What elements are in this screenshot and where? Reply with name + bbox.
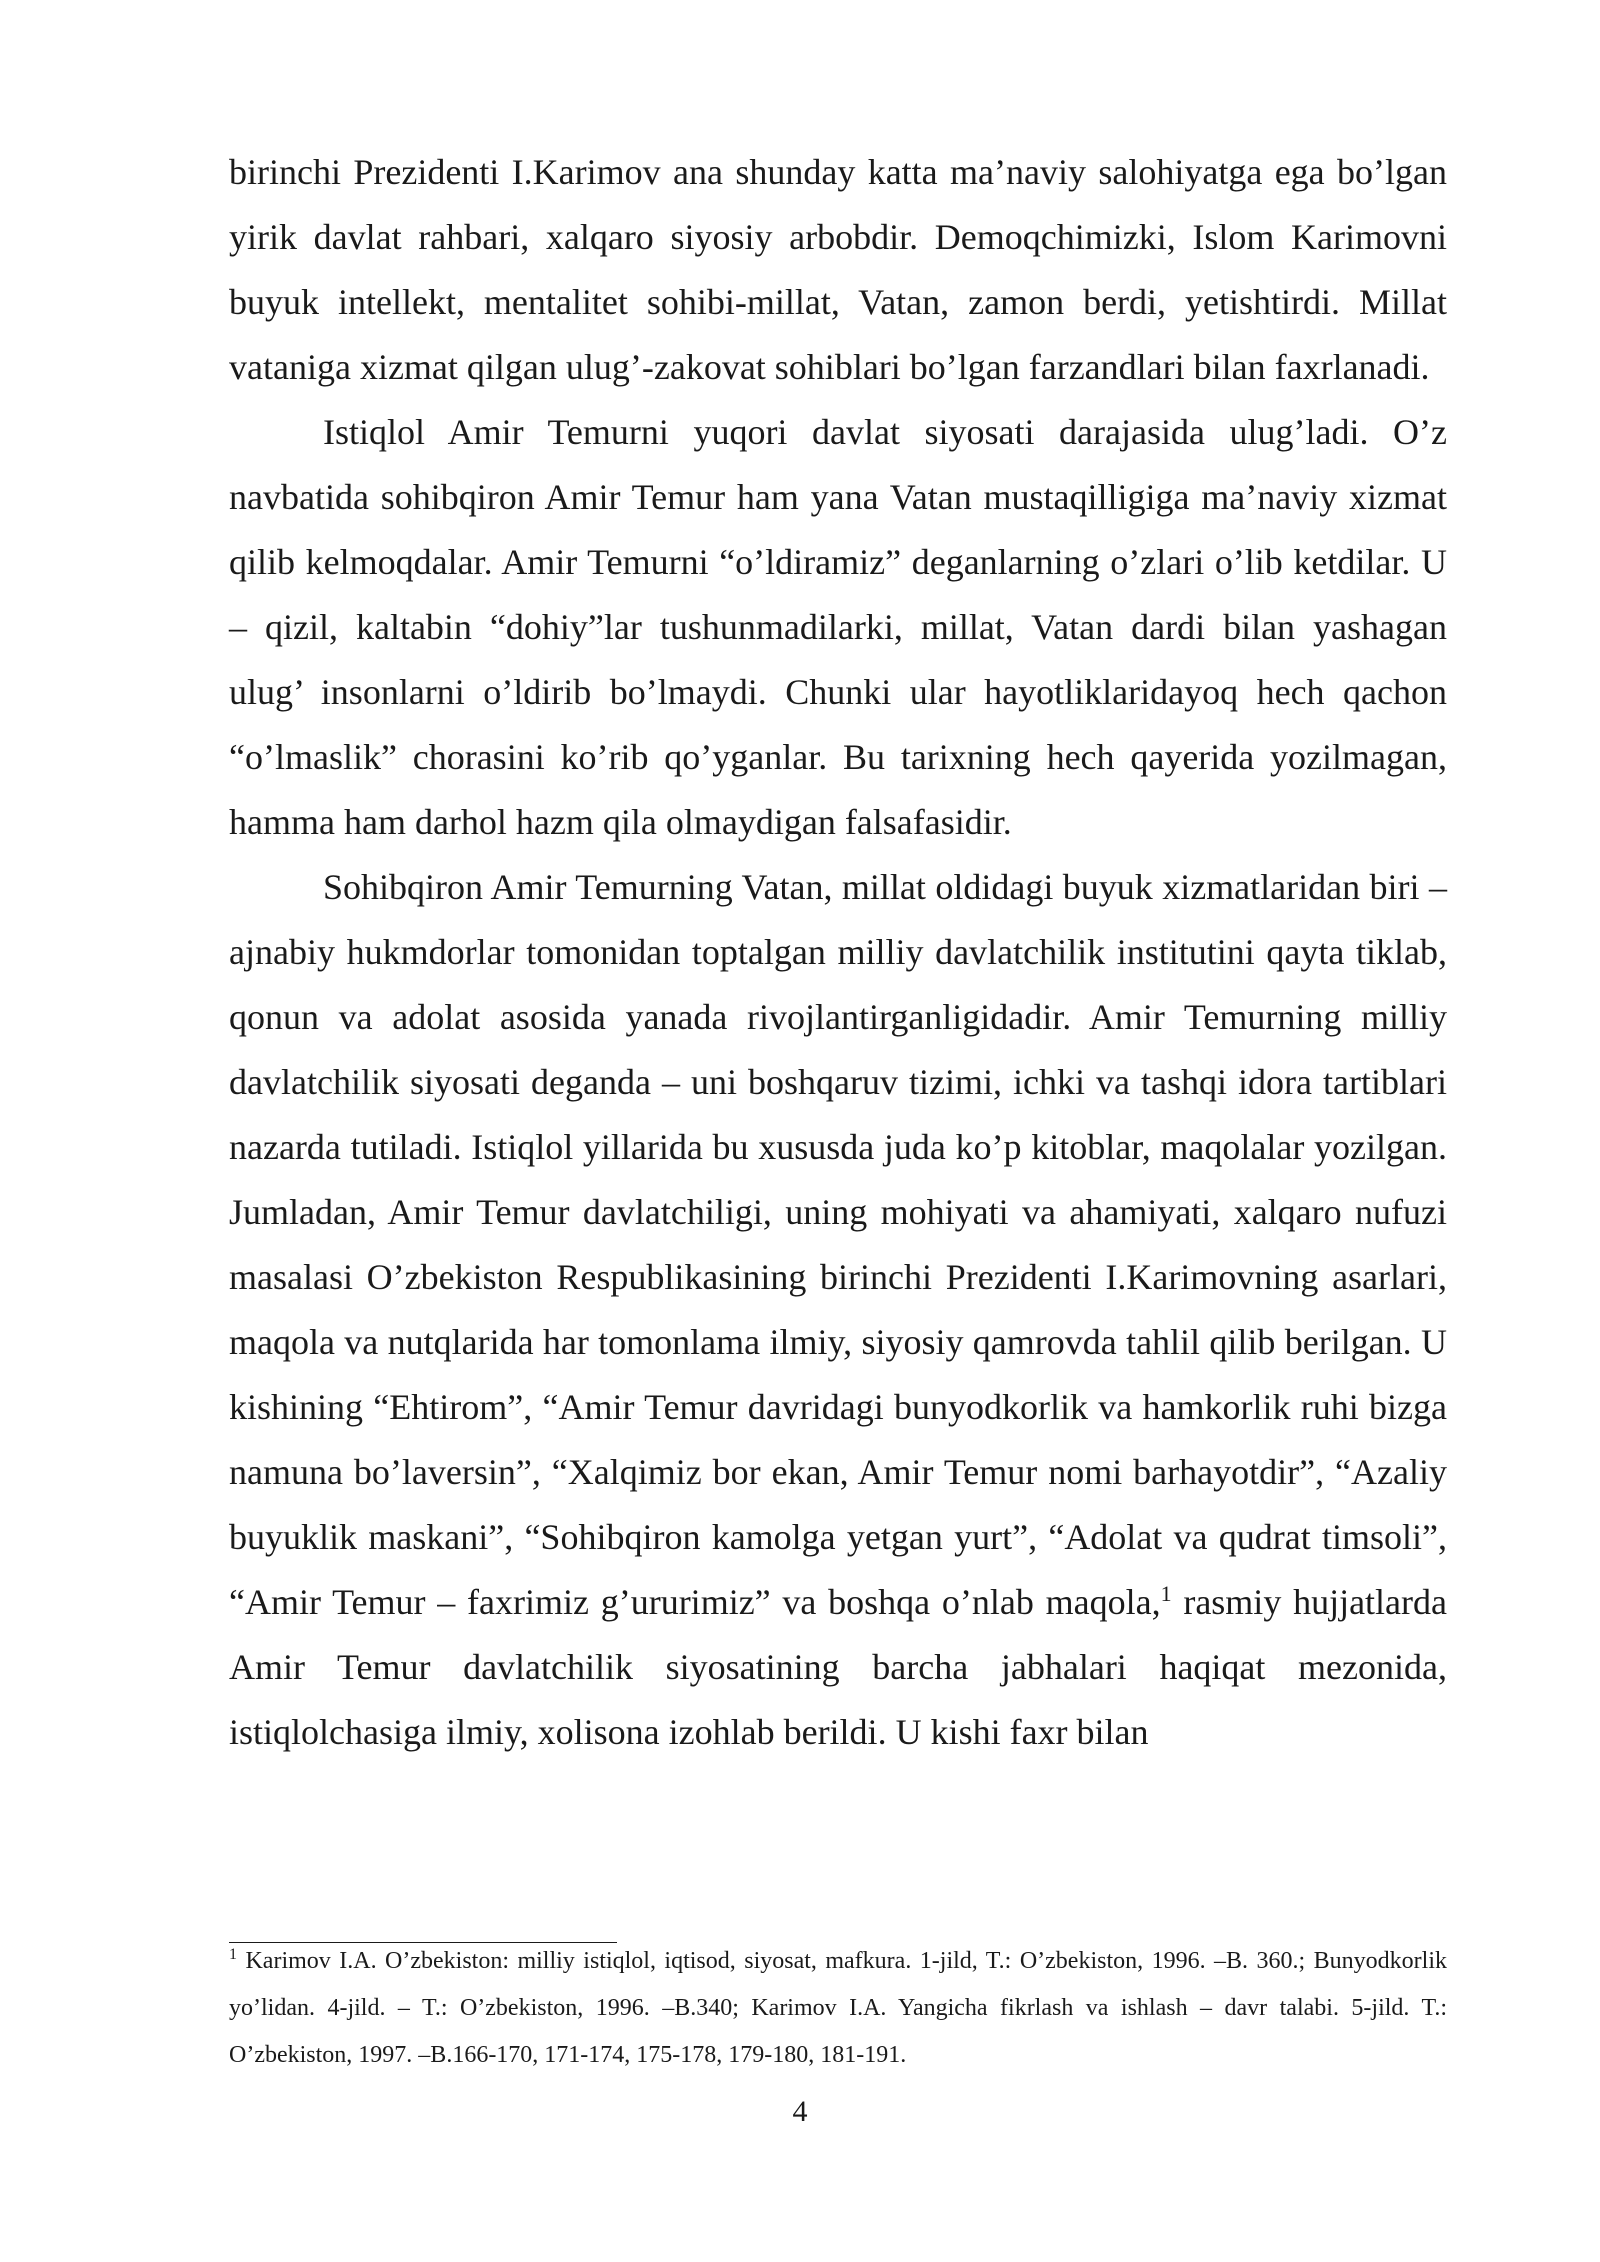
footnote-marker: 1: [229, 1946, 237, 1963]
page-body: [229, 140, 1447, 1765]
paragraph-3-text-after-note: rasmiy hujjatlarda Amir Temur davlatchilik siyosatining barcha jabhalari haqiqat mezonida, istiqlolchasiga ilmiy, xolisona izohlab berildi. U kishi faxr bilan: [229, 1582, 1447, 1752]
paragraph-1: birinchi Prezidenti I.Karimov ana shunday katta ma’naviy salohiyatga ega bo’lgan yirik davlat rahbari, xalqaro siyosiy arbobdir. Demoqchimizki, Islom Karimovni buyuk intellekt, mentalitet sohibi-millat, Vatan, zamon berdi, yetishtirdi. Millat vataniga xizmat qilgan ulug’-zakovat sohiblari bo’lgan farzandlari bilan faxrlanadi.: [229, 152, 1447, 387]
paragraph-3: [229, 855, 1447, 1765]
paragraph-3-text-before-note: Sohibqiron Amir Temurning Vatan, millat oldidagi buyuk xizmatlaridan biri – ajnabiy hukmdorlar tomonidan toptalgan milliy davlatchilik institutini qayta tiklab, qonun va adolat asosida yanada rivojlantirganligidadir. Amir Temurning milliy davlatchilik siyosati deganda – uni boshqaruv tizimi, ichki va tashqi idora tartiblari nazarda tutiladi. Istiqlol yillarida bu xususda juda ko’p kitoblar, maqolalar yozilgan. Jumladan, Amir Temur davlatchiligi, uning mohiyati va ahamiyati, xalqaro nufuzi masalasi O’zbekiston Respublikasining birinchi Prezidenti I.Karimovning asarlari, maqola va nutqlarida har tomonlama ilmiy, siyosiy qamrovda tahlil qilib berilgan. U kishining “Ehtirom”, “Amir Temur davridagi bunyodkorlik va hamkorlik ruhi bizga namuna bo’laversin”, “Xalqimiz bor ekan, Amir Temur nomi barhayotdir”, “Azaliy buyuklik maskani”, “Sohibqiron kamolga yetgan yurt”, “Adolat va qudrat timsoli”, “Amir Temur – faxrimiz g’ururimiz” va boshqa o’nlab maqola,: [229, 867, 1447, 1622]
footnote-reference[interactable]: 1: [1160, 1581, 1172, 1606]
footnote: [229, 1938, 1447, 2079]
footnote-text: Karimov I.A. O’zbekiston: milliy istiqlol, iqtisod, siyosat, mafkura. 1-jild, T.: O’zbekiston, 1996. –B. 360.; Bunyodkorlik yo’lidan. 4-jild. – T.: O’zbekiston, 1996. –B.340; Karimov I.A. Yangicha fikrlash va ishlash – davr talabi. 5-jild. T.: O’zbekiston, 1997. –B.166-170, 171-174, 175-178, 179-180, 181-191.: [229, 1948, 1447, 2068]
paragraph-2: Istiqlol Amir Temurni yuqori davlat siyosati darajasida ulug’ladi. O’z navbatida sohibqiron Amir Temur ham yana Vatan mustaqilligiga ma’naviy xizmat qilib kelmoqdalar. Amir Temurni “o’ldiramiz” deganlarning o’zlari o’lib ketdilar. U – qizil, kaltabin “dohiy”lar tushunmadilarki, millat, Vatan dardi bilan yashagan ulug’ insonlarni o’ldirib bo’lmaydi. Chunki ular hayotliklaridayoq hech qachon “o’lmaslik” chorasini ko’rib qo’yganlar. Bu tarixning hech qayerida yozilmagan, hamma ham darhol hazm qila olmaydigan falsafasidir.: [229, 412, 1447, 842]
page-number: 4: [792, 2095, 808, 2128]
